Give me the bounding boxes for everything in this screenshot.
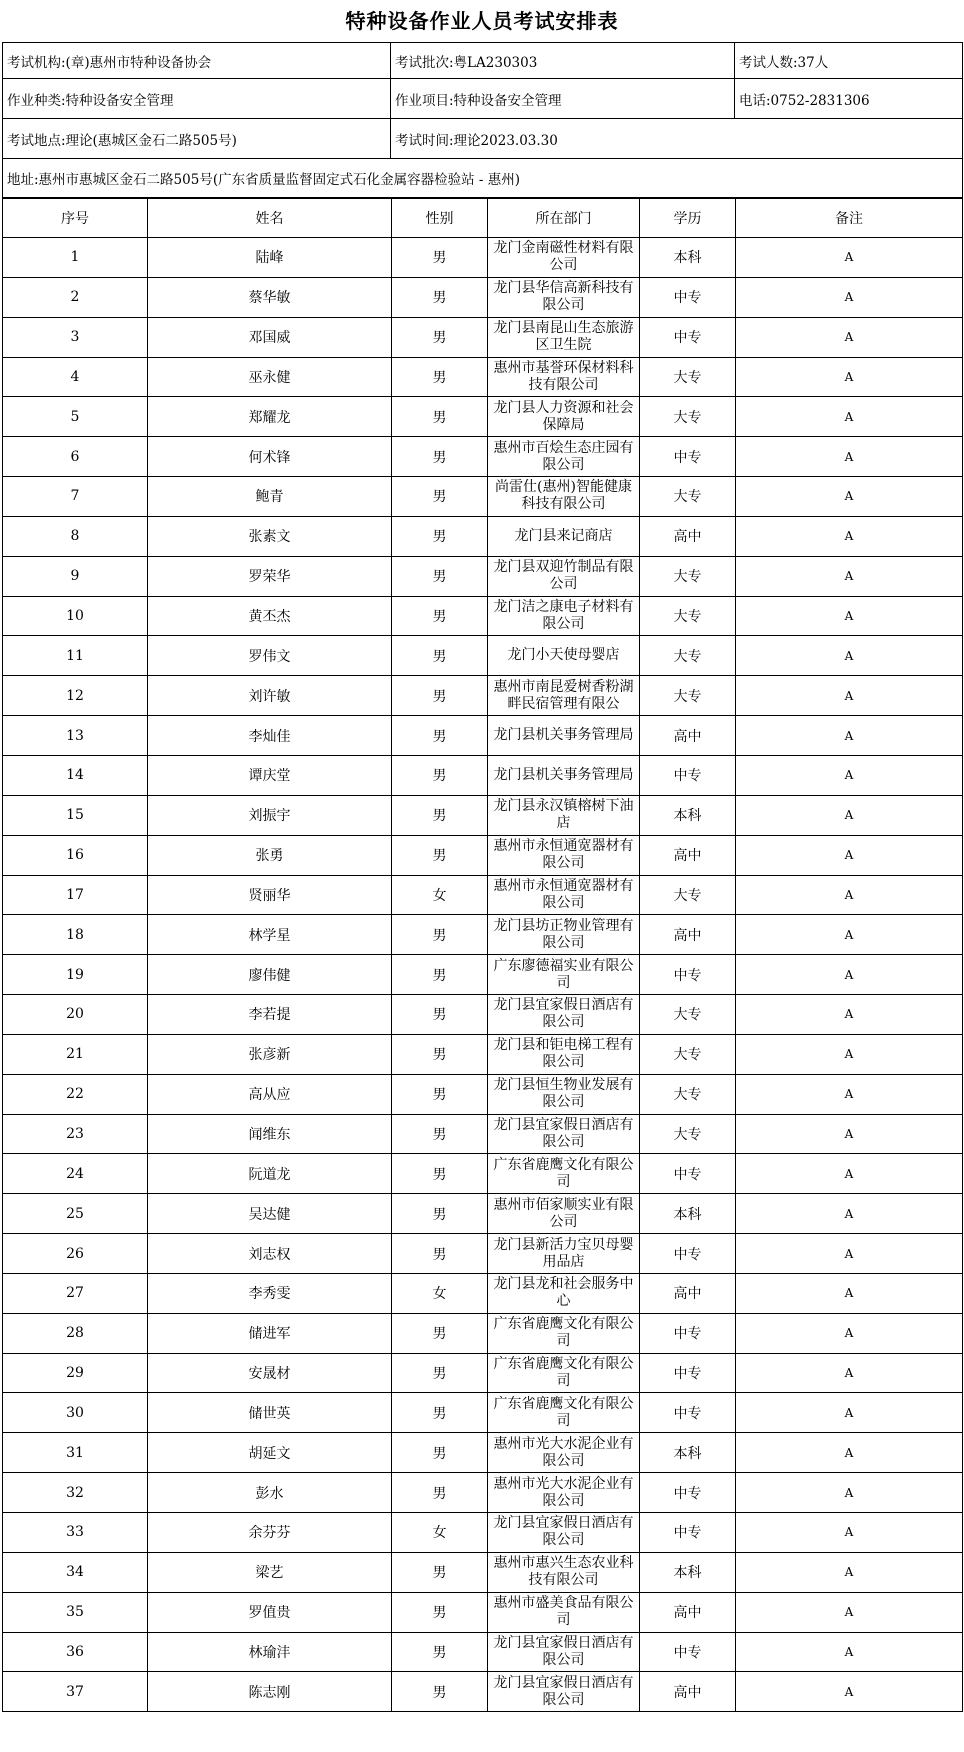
- cell-gender: 男: [392, 477, 488, 517]
- cell-no: 27: [3, 1273, 148, 1313]
- cell-note: A: [736, 795, 963, 835]
- cell-dept: 惠州市永恒通宽器材有限公司: [488, 875, 640, 915]
- cell-note: A: [736, 1552, 963, 1592]
- cell-no: 16: [3, 835, 148, 875]
- table-row: [3, 955, 963, 995]
- cell-gender: 男: [392, 1034, 488, 1074]
- cell-edu: 大专: [640, 357, 736, 397]
- cell-note: A: [736, 636, 963, 676]
- cell-dept: 龙门县南昆山生态旅游区卫生院: [488, 317, 640, 357]
- cell-edu: 中专: [640, 277, 736, 317]
- cell-name: 余芬芬: [148, 1513, 392, 1553]
- cell-note: A: [736, 317, 963, 357]
- cell-note: A: [736, 1473, 963, 1513]
- cell-name: 刘许敏: [148, 676, 392, 716]
- cell-no: 5: [3, 397, 148, 437]
- cell-name: 安晟材: [148, 1353, 392, 1393]
- cell-note: A: [736, 1632, 963, 1672]
- cell-no: 34: [3, 1552, 148, 1592]
- cell-name: 吴达健: [148, 1194, 392, 1234]
- table-row: [3, 1473, 963, 1513]
- cell-gender: 男: [392, 1473, 488, 1513]
- cell-note: A: [736, 835, 963, 875]
- cell-dept: 惠州市南昆爱树香粉湖畔民宿管理有限公: [488, 676, 640, 716]
- table-row: [3, 397, 963, 437]
- cell-gender: 男: [392, 955, 488, 995]
- cell-gender: 女: [392, 1513, 488, 1553]
- table-row: [3, 1433, 963, 1473]
- cell-note: A: [736, 238, 963, 278]
- cell-name: 陈志刚: [148, 1672, 392, 1712]
- table-row: [3, 1513, 963, 1553]
- cell-name: 黄丕杰: [148, 596, 392, 636]
- cell-name: 李秀雯: [148, 1273, 392, 1313]
- cell-edu: 中专: [640, 755, 736, 795]
- cell-dept: 惠州市惠兴生态农业科技有限公司: [488, 1552, 640, 1592]
- cell-edu: 高中: [640, 915, 736, 955]
- cell-no: 12: [3, 676, 148, 716]
- cell-name: 谭庆堂: [148, 755, 392, 795]
- cell-no: 29: [3, 1353, 148, 1393]
- cell-edu: 高中: [640, 1672, 736, 1712]
- cell-dept: 龙门金南磁性材料有限公司: [488, 238, 640, 278]
- cell-edu: 大专: [640, 1114, 736, 1154]
- exam-time: 考试时间:理论2023.03.30: [391, 119, 963, 158]
- table-row: [3, 1273, 963, 1313]
- cell-name: 鲍青: [148, 477, 392, 517]
- cell-name: 张勇: [148, 835, 392, 875]
- cell-edu: 本科: [640, 238, 736, 278]
- table-row: [3, 1592, 963, 1632]
- cell-gender: 男: [392, 1114, 488, 1154]
- cell-gender: 男: [392, 835, 488, 875]
- cell-gender: 男: [392, 1632, 488, 1672]
- cell-gender: 男: [392, 676, 488, 716]
- cell-gender: 男: [392, 1353, 488, 1393]
- table-row: [3, 1154, 963, 1194]
- cell-no: 32: [3, 1473, 148, 1513]
- cell-gender: 男: [392, 397, 488, 437]
- table-row: [3, 477, 963, 517]
- cell-dept: 龙门县永汉镇榕树下油店: [488, 795, 640, 835]
- cell-name: 储进军: [148, 1313, 392, 1353]
- cell-edu: 大专: [640, 397, 736, 437]
- cell-edu: 大专: [640, 596, 736, 636]
- cell-name: 李若提: [148, 995, 392, 1035]
- exam-count: 考试人数:37人: [735, 43, 963, 78]
- cell-dept: 龙门县人力资源和社会保障局: [488, 397, 640, 437]
- cell-edu: 中专: [640, 1473, 736, 1513]
- table-row: [3, 676, 963, 716]
- cell-edu: 高中: [640, 716, 736, 756]
- cell-edu: 大专: [640, 875, 736, 915]
- table-header-row: [3, 199, 963, 238]
- cell-edu: 大专: [640, 995, 736, 1035]
- cell-dept: 尚雷仕(惠州)智能健康科技有限公司: [488, 477, 640, 517]
- cell-gender: 女: [392, 875, 488, 915]
- cell-name: 张彦新: [148, 1034, 392, 1074]
- cell-edu: 中专: [640, 1393, 736, 1433]
- cell-note: A: [736, 1313, 963, 1353]
- cell-dept: 龙门县宜家假日酒店有限公司: [488, 1672, 640, 1712]
- cell-edu: 中专: [640, 1313, 736, 1353]
- cell-note: A: [736, 277, 963, 317]
- table-row: [3, 1552, 963, 1592]
- info-row-4: [3, 159, 963, 198]
- cell-note: A: [736, 755, 963, 795]
- cell-no: 13: [3, 716, 148, 756]
- cell-note: A: [736, 1433, 963, 1473]
- table-row: [3, 1074, 963, 1114]
- cell-note: A: [736, 1393, 963, 1433]
- cell-dept: 龙门洁之康电子材料有限公司: [488, 596, 640, 636]
- col-header-name: 姓名: [148, 199, 392, 238]
- exam-location: 考试地点:理论(惠城区金石二路505号): [3, 119, 391, 158]
- cell-no: 30: [3, 1393, 148, 1433]
- cell-name: 李灿佳: [148, 716, 392, 756]
- exam-org: 考试机构:(章)惠州市特种设备协会: [3, 43, 391, 78]
- cell-note: A: [736, 915, 963, 955]
- cell-dept: 龙门县新活力宝贝母婴用品店: [488, 1234, 640, 1274]
- table-row: [3, 1114, 963, 1154]
- cell-edu: 大专: [640, 556, 736, 596]
- cell-name: 高从应: [148, 1074, 392, 1114]
- cell-edu: 本科: [640, 1194, 736, 1234]
- cell-gender: 男: [392, 357, 488, 397]
- cell-note: A: [736, 676, 963, 716]
- cell-dept: 龙门县和钜电梯工程有限公司: [488, 1034, 640, 1074]
- cell-note: A: [736, 516, 963, 556]
- info-row-3: [3, 119, 963, 159]
- cell-edu: 中专: [640, 955, 736, 995]
- cell-edu: 本科: [640, 1433, 736, 1473]
- cell-name: 陆峰: [148, 238, 392, 278]
- cell-edu: 本科: [640, 1552, 736, 1592]
- cell-no: 8: [3, 516, 148, 556]
- cell-gender: 男: [392, 277, 488, 317]
- cell-dept: 龙门县龙和社会服务中心: [488, 1273, 640, 1313]
- cell-name: 廖伟健: [148, 955, 392, 995]
- cell-name: 林学星: [148, 915, 392, 955]
- cell-no: 36: [3, 1632, 148, 1672]
- cell-gender: 男: [392, 1552, 488, 1592]
- col-header-edu: 学历: [640, 199, 736, 238]
- cell-no: 15: [3, 795, 148, 835]
- cell-gender: 男: [392, 795, 488, 835]
- cell-name: 刘振宇: [148, 795, 392, 835]
- table-row: [3, 596, 963, 636]
- cell-gender: 男: [392, 238, 488, 278]
- candidate-table: [2, 198, 963, 1712]
- cell-note: A: [736, 1074, 963, 1114]
- page-title: 特种设备作业人员考试安排表: [345, 9, 619, 33]
- cell-no: 22: [3, 1074, 148, 1114]
- cell-dept: 龙门县机关事务管理局: [488, 755, 640, 795]
- info-row-2: [3, 79, 963, 119]
- table-row: [3, 238, 963, 278]
- cell-no: 1: [3, 238, 148, 278]
- cell-gender: 男: [392, 1234, 488, 1274]
- cell-name: 闻维东: [148, 1114, 392, 1154]
- cell-no: 24: [3, 1154, 148, 1194]
- cell-no: 33: [3, 1513, 148, 1553]
- exam-batch: 考试批次:粤LA230303: [391, 43, 735, 78]
- cell-edu: 中专: [640, 1513, 736, 1553]
- table-row: [3, 1353, 963, 1393]
- cell-gender: 男: [392, 1433, 488, 1473]
- cell-dept: 龙门县宜家假日酒店有限公司: [488, 1632, 640, 1672]
- cell-name: 张素文: [148, 516, 392, 556]
- cell-note: A: [736, 1672, 963, 1712]
- cell-note: A: [736, 556, 963, 596]
- cell-edu: 中专: [640, 1353, 736, 1393]
- cell-no: 3: [3, 317, 148, 357]
- cell-edu: 中专: [640, 1154, 736, 1194]
- cell-edu: 大专: [640, 636, 736, 676]
- table-row: [3, 1393, 963, 1433]
- cell-gender: 男: [392, 636, 488, 676]
- cell-name: 贤丽华: [148, 875, 392, 915]
- cell-dept: 龙门县宜家假日酒店有限公司: [488, 1513, 640, 1553]
- cell-dept: 惠州市光大水泥企业有限公司: [488, 1433, 640, 1473]
- col-header-note: 备注: [736, 199, 963, 238]
- cell-note: A: [736, 397, 963, 437]
- table-row: [3, 556, 963, 596]
- cell-note: A: [736, 1154, 963, 1194]
- cell-edu: 高中: [640, 835, 736, 875]
- cell-gender: 女: [392, 1273, 488, 1313]
- cell-gender: 男: [392, 915, 488, 955]
- cell-name: 刘志权: [148, 1234, 392, 1274]
- table-row: [3, 437, 963, 477]
- table-row: [3, 995, 963, 1035]
- cell-name: 蔡华敏: [148, 277, 392, 317]
- table-row: [3, 915, 963, 955]
- cell-dept: 龙门小天使母婴店: [488, 636, 640, 676]
- cell-dept: 惠州市百烩生态庄园有限公司: [488, 437, 640, 477]
- table-row: [3, 516, 963, 556]
- cell-dept: 龙门县华信高新科技有限公司: [488, 277, 640, 317]
- cell-no: 35: [3, 1592, 148, 1632]
- cell-gender: 男: [392, 1074, 488, 1114]
- cell-dept: 龙门县恒生物业发展有限公司: [488, 1074, 640, 1114]
- cell-no: 2: [3, 277, 148, 317]
- cell-dept: 广东省鹿鹰文化有限公司: [488, 1313, 640, 1353]
- cell-note: A: [736, 596, 963, 636]
- cell-edu: 中专: [640, 1632, 736, 1672]
- table-row: [3, 277, 963, 317]
- cell-no: 23: [3, 1114, 148, 1154]
- table-row: [3, 755, 963, 795]
- cell-name: 梁艺: [148, 1552, 392, 1592]
- cell-no: 14: [3, 755, 148, 795]
- table-row: [3, 1194, 963, 1234]
- cell-name: 罗伟文: [148, 636, 392, 676]
- table-row: [3, 1672, 963, 1712]
- cell-no: 4: [3, 357, 148, 397]
- exam-schedule-sheet: [2, 42, 963, 1712]
- cell-note: A: [736, 1513, 963, 1553]
- cell-edu: 中专: [640, 317, 736, 357]
- cell-dept: 惠州市基誉环保材料科技有限公司: [488, 357, 640, 397]
- work-project: 作业项目:特种设备安全管理: [391, 79, 735, 118]
- cell-dept: 惠州市永恒通宽器材有限公司: [488, 835, 640, 875]
- cell-note: A: [736, 477, 963, 517]
- table-row: [3, 1313, 963, 1353]
- table-row: [3, 1234, 963, 1274]
- cell-no: 25: [3, 1194, 148, 1234]
- cell-edu: 大专: [640, 1074, 736, 1114]
- cell-edu: 中专: [640, 437, 736, 477]
- cell-gender: 男: [392, 317, 488, 357]
- cell-name: 邓国威: [148, 317, 392, 357]
- cell-dept: 龙门县宜家假日酒店有限公司: [488, 995, 640, 1035]
- contact-phone: 电话:0752-2831306: [735, 79, 963, 118]
- cell-dept: 广东省鹿鹰文化有限公司: [488, 1393, 640, 1433]
- cell-no: 18: [3, 915, 148, 955]
- cell-no: 21: [3, 1034, 148, 1074]
- cell-name: 罗荣华: [148, 556, 392, 596]
- table-row: [3, 357, 963, 397]
- cell-gender: 男: [392, 1154, 488, 1194]
- cell-note: A: [736, 357, 963, 397]
- cell-edu: 大专: [640, 1034, 736, 1074]
- col-header-gender: 性别: [392, 199, 488, 238]
- cell-name: 郑耀龙: [148, 397, 392, 437]
- cell-gender: 男: [392, 1393, 488, 1433]
- cell-edu: 中专: [640, 1234, 736, 1274]
- table-row: [3, 1034, 963, 1074]
- table-row: [3, 716, 963, 756]
- cell-no: 7: [3, 477, 148, 517]
- cell-note: A: [736, 1034, 963, 1074]
- cell-note: A: [736, 1353, 963, 1393]
- cell-gender: 男: [392, 1672, 488, 1712]
- cell-gender: 男: [392, 716, 488, 756]
- cell-name: 何术锋: [148, 437, 392, 477]
- table-row: [3, 835, 963, 875]
- cell-note: A: [736, 995, 963, 1035]
- cell-dept: 广东廖德福实业有限公司: [488, 955, 640, 995]
- cell-no: 26: [3, 1234, 148, 1274]
- cell-edu: 高中: [640, 1592, 736, 1632]
- cell-gender: 男: [392, 1313, 488, 1353]
- col-header-no: 序号: [3, 199, 148, 238]
- cell-edu: 大专: [640, 676, 736, 716]
- cell-dept: 龙门县双迎竹制品有限公司: [488, 556, 640, 596]
- cell-name: 罗值贵: [148, 1592, 392, 1632]
- cell-name: 巫永健: [148, 357, 392, 397]
- cell-gender: 男: [392, 596, 488, 636]
- cell-dept: 惠州市光大水泥企业有限公司: [488, 1473, 640, 1513]
- cell-note: A: [736, 1114, 963, 1154]
- cell-gender: 男: [392, 556, 488, 596]
- table-row: [3, 636, 963, 676]
- cell-dept: 惠州市佰家顺实业有限公司: [488, 1194, 640, 1234]
- cell-no: 11: [3, 636, 148, 676]
- cell-dept: 龙门县宜家假日酒店有限公司: [488, 1114, 640, 1154]
- cell-note: A: [736, 955, 963, 995]
- cell-no: 20: [3, 995, 148, 1035]
- cell-gender: 男: [392, 1194, 488, 1234]
- cell-no: 28: [3, 1313, 148, 1353]
- cell-name: 储世英: [148, 1393, 392, 1433]
- work-type: 作业种类:特种设备安全管理: [3, 79, 391, 118]
- cell-no: 17: [3, 875, 148, 915]
- cell-dept: 广东省鹿鹰文化有限公司: [488, 1154, 640, 1194]
- cell-note: A: [736, 1273, 963, 1313]
- cell-note: A: [736, 1234, 963, 1274]
- exam-address: 地址:惠州市惠城区金石二路505号(广东省质量监督固定式石化金属容器检验站 - 惠州): [3, 159, 963, 197]
- table-row: [3, 795, 963, 835]
- cell-gender: 男: [392, 755, 488, 795]
- cell-note: A: [736, 437, 963, 477]
- table-row: [3, 317, 963, 357]
- cell-gender: 男: [392, 437, 488, 477]
- cell-edu: 高中: [640, 516, 736, 556]
- cell-name: 阮道龙: [148, 1154, 392, 1194]
- cell-no: 37: [3, 1672, 148, 1712]
- cell-no: 10: [3, 596, 148, 636]
- cell-no: 31: [3, 1433, 148, 1473]
- cell-note: A: [736, 875, 963, 915]
- cell-no: 19: [3, 955, 148, 995]
- col-header-dept: 所在部门: [488, 199, 640, 238]
- cell-note: A: [736, 716, 963, 756]
- cell-dept: 惠州市盛美食品有限公司: [488, 1592, 640, 1632]
- cell-name: 林瑜沣: [148, 1632, 392, 1672]
- cell-gender: 男: [392, 995, 488, 1035]
- cell-edu: 高中: [640, 1273, 736, 1313]
- cell-edu: 本科: [640, 795, 736, 835]
- cell-dept: 龙门县坊正物业管理有限公司: [488, 915, 640, 955]
- cell-dept: 龙门县机关事务管理局: [488, 716, 640, 756]
- table-row: [3, 875, 963, 915]
- cell-note: A: [736, 1592, 963, 1632]
- info-row-1: [3, 43, 963, 79]
- cell-gender: 男: [392, 516, 488, 556]
- cell-name: 彭水: [148, 1473, 392, 1513]
- cell-edu: 大专: [640, 477, 736, 517]
- cell-no: 6: [3, 437, 148, 477]
- cell-gender: 男: [392, 1592, 488, 1632]
- cell-dept: 广东省鹿鹰文化有限公司: [488, 1353, 640, 1393]
- table-row: [3, 1632, 963, 1672]
- cell-dept: 龙门县来记商店: [488, 516, 640, 556]
- cell-name: 胡延文: [148, 1433, 392, 1473]
- cell-note: A: [736, 1194, 963, 1234]
- cell-no: 9: [3, 556, 148, 596]
